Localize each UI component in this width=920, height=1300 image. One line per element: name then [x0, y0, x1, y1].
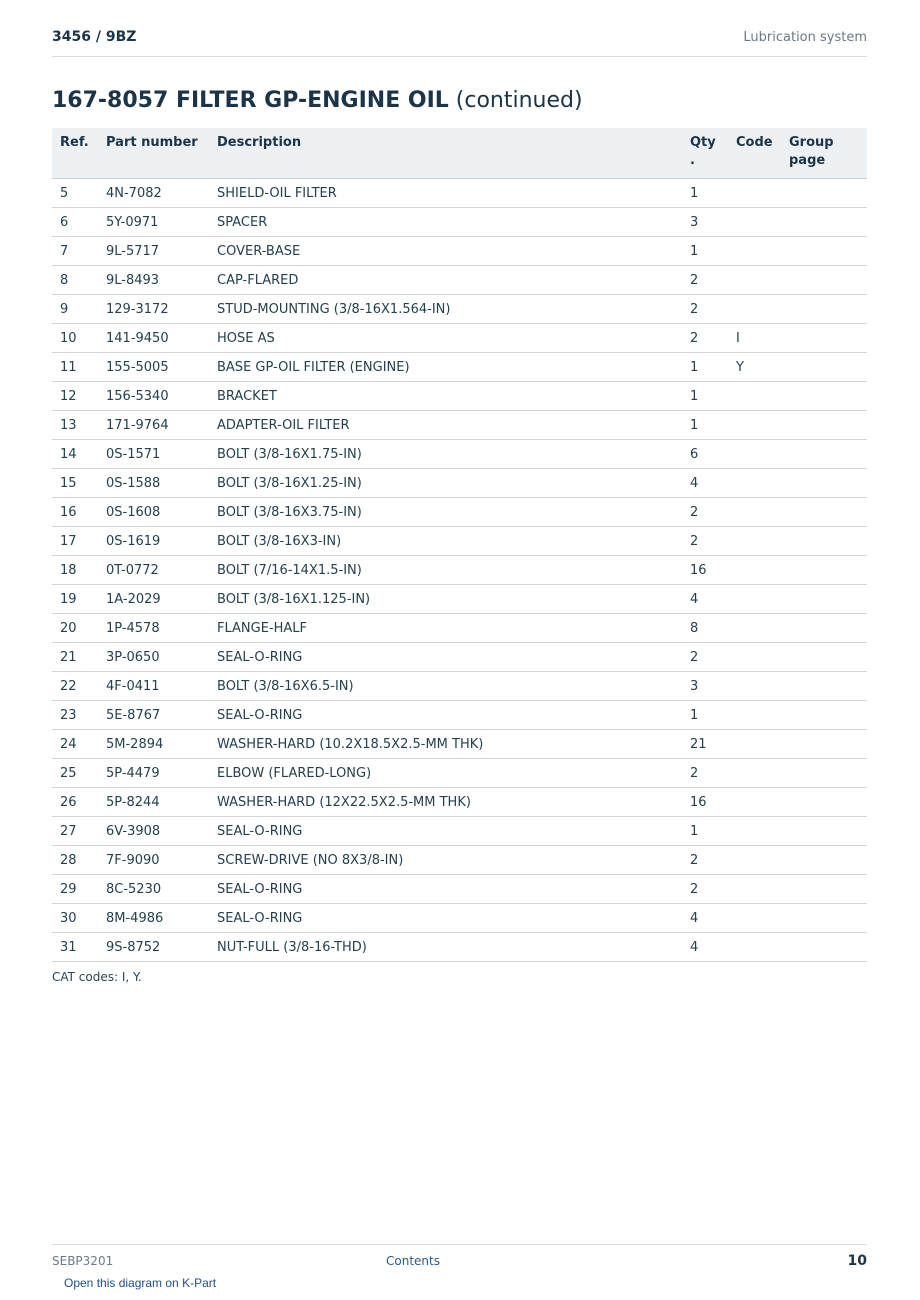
- table-row: [52, 440, 867, 469]
- cell-code: [728, 440, 781, 469]
- header-qty-line1: Qty: [690, 135, 716, 150]
- cell-part-number: 9S-8752: [98, 933, 209, 962]
- cell-group-page: [781, 237, 867, 266]
- cell-description: STUD-MOUNTING (3/8-16X1.564-IN): [209, 295, 682, 324]
- cell-qty: 2: [682, 759, 728, 788]
- cell-description: SHIELD-OIL FILTER: [209, 179, 682, 208]
- cell-code: [728, 411, 781, 440]
- cell-part-number: 9L-5717: [98, 237, 209, 266]
- cell-description: BRACKET: [209, 382, 682, 411]
- cell-qty: 2: [682, 846, 728, 875]
- cell-group-page: [781, 382, 867, 411]
- cell-part-number: 0S-1608: [98, 498, 209, 527]
- table-row: [52, 469, 867, 498]
- cell-qty: 1: [682, 701, 728, 730]
- cell-part-number: 141-9450: [98, 324, 209, 353]
- cell-qty: 1: [682, 411, 728, 440]
- cell-description: HOSE AS: [209, 324, 682, 353]
- cell-qty: 4: [682, 469, 728, 498]
- cell-code: [728, 933, 781, 962]
- cell-code: [728, 237, 781, 266]
- table-row: [52, 933, 867, 962]
- cell-qty: 16: [682, 788, 728, 817]
- table-row: [52, 237, 867, 266]
- cell-part-number: 6V-3908: [98, 817, 209, 846]
- cell-qty: 21: [682, 730, 728, 759]
- cell-code: I: [728, 324, 781, 353]
- cell-group-page: [781, 440, 867, 469]
- cell-group-page: [781, 556, 867, 585]
- cell-qty: 3: [682, 208, 728, 237]
- cell-description: NUT-FULL (3/8-16-THD): [209, 933, 682, 962]
- cell-part-number: 5E-8767: [98, 701, 209, 730]
- cell-part-number: 0T-0772: [98, 556, 209, 585]
- table-row: [52, 527, 867, 556]
- table-row: [52, 266, 867, 295]
- cell-ref: 8: [52, 266, 98, 295]
- cell-code: [728, 585, 781, 614]
- table-row: [52, 179, 867, 208]
- cell-code: [728, 179, 781, 208]
- cell-group-page: [781, 411, 867, 440]
- cell-code: [728, 817, 781, 846]
- machine-model: 3456 / 9BZ: [52, 29, 137, 45]
- page-header: [52, 26, 867, 57]
- table-row: [52, 208, 867, 237]
- cell-code: [728, 701, 781, 730]
- page-footer: [52, 1244, 867, 1275]
- cell-qty: 2: [682, 527, 728, 556]
- cell-ref: 14: [52, 440, 98, 469]
- cell-part-number: 9L-8493: [98, 266, 209, 295]
- cell-description: CAP-FLARED: [209, 266, 682, 295]
- cell-code: [728, 730, 781, 759]
- header-qty-line2: .: [690, 153, 695, 168]
- cell-group-page: [781, 179, 867, 208]
- cell-description: BOLT (3/8-16X1.125-IN): [209, 585, 682, 614]
- cell-qty: 16: [682, 556, 728, 585]
- cell-ref: 12: [52, 382, 98, 411]
- cell-group-page: [781, 846, 867, 875]
- cell-ref: 18: [52, 556, 98, 585]
- cell-description: ADAPTER-OIL FILTER: [209, 411, 682, 440]
- cell-qty: 3: [682, 672, 728, 701]
- cell-qty: 2: [682, 266, 728, 295]
- header-group-line2: page: [789, 153, 826, 168]
- table-row: [52, 904, 867, 933]
- cell-group-page: [781, 701, 867, 730]
- cell-ref: 19: [52, 585, 98, 614]
- cell-description: FLANGE-HALF: [209, 614, 682, 643]
- cell-ref: 6: [52, 208, 98, 237]
- cell-code: [728, 788, 781, 817]
- table-header-row: [52, 128, 867, 179]
- cell-qty: 2: [682, 875, 728, 904]
- table-row: [52, 875, 867, 904]
- cell-group-page: [781, 788, 867, 817]
- cell-qty: 8: [682, 614, 728, 643]
- cell-part-number: 5P-4479: [98, 759, 209, 788]
- cell-description: SEAL-O-RING: [209, 904, 682, 933]
- cell-part-number: 171-9764: [98, 411, 209, 440]
- cell-code: [728, 875, 781, 904]
- cell-group-page: [781, 643, 867, 672]
- table-row: [52, 295, 867, 324]
- table-row: [52, 759, 867, 788]
- document-id: SEBP3201: [52, 1254, 114, 1268]
- cell-part-number: 8M-4986: [98, 904, 209, 933]
- cell-ref: 9: [52, 295, 98, 324]
- cell-description: BASE GP-OIL FILTER (ENGINE): [209, 353, 682, 382]
- cell-ref: 23: [52, 701, 98, 730]
- cell-group-page: [781, 672, 867, 701]
- cell-qty: 1: [682, 237, 728, 266]
- cell-code: [728, 266, 781, 295]
- table-row: [52, 382, 867, 411]
- cell-ref: 15: [52, 469, 98, 498]
- cell-ref: 28: [52, 846, 98, 875]
- cell-part-number: 4N-7082: [98, 179, 209, 208]
- cell-description: COVER-BASE: [209, 237, 682, 266]
- table-row: [52, 585, 867, 614]
- parts-table: [52, 128, 867, 962]
- cell-ref: 11: [52, 353, 98, 382]
- cell-description: SEAL-O-RING: [209, 701, 682, 730]
- cell-description: SEAL-O-RING: [209, 643, 682, 672]
- cell-group-page: [781, 585, 867, 614]
- cell-ref: 5: [52, 179, 98, 208]
- cell-description: BOLT (3/8-16X6.5-IN): [209, 672, 682, 701]
- cell-code: [728, 382, 781, 411]
- table-row: [52, 556, 867, 585]
- cell-part-number: 0S-1571: [98, 440, 209, 469]
- cell-ref: 10: [52, 324, 98, 353]
- cell-group-page: [781, 324, 867, 353]
- header-qty: [682, 128, 728, 179]
- cell-group-page: [781, 904, 867, 933]
- cell-ref: 27: [52, 817, 98, 846]
- page-title: [52, 88, 583, 113]
- cell-ref: 13: [52, 411, 98, 440]
- cell-ref: 24: [52, 730, 98, 759]
- cell-description: SEAL-O-RING: [209, 817, 682, 846]
- section-name: Lubrication system: [743, 30, 867, 45]
- cell-description: WASHER-HARD (10.2X18.5X2.5-MM THK): [209, 730, 682, 759]
- cell-code: [728, 208, 781, 237]
- cell-group-page: [781, 266, 867, 295]
- cell-code: Y: [728, 353, 781, 382]
- cell-group-page: [781, 469, 867, 498]
- cell-part-number: 155-5005: [98, 353, 209, 382]
- cell-ref: 17: [52, 527, 98, 556]
- cell-code: [728, 614, 781, 643]
- table-row: [52, 730, 867, 759]
- cell-part-number: 5Y-0971: [98, 208, 209, 237]
- cell-part-number: 8C-5230: [98, 875, 209, 904]
- cell-code: [728, 846, 781, 875]
- cell-qty: 1: [682, 382, 728, 411]
- cell-part-number: 156-5340: [98, 382, 209, 411]
- cell-part-number: 1P-4578: [98, 614, 209, 643]
- cell-code: [728, 469, 781, 498]
- cell-ref: 16: [52, 498, 98, 527]
- cell-ref: 20: [52, 614, 98, 643]
- cell-description: BOLT (7/16-14X1.5-IN): [209, 556, 682, 585]
- cell-group-page: [781, 353, 867, 382]
- cell-code: [728, 904, 781, 933]
- table-row: [52, 846, 867, 875]
- table-row: [52, 324, 867, 353]
- cell-qty: 2: [682, 498, 728, 527]
- cell-ref: 30: [52, 904, 98, 933]
- cell-code: [728, 295, 781, 324]
- cell-code: [728, 498, 781, 527]
- cell-code: [728, 759, 781, 788]
- cell-qty: 4: [682, 904, 728, 933]
- table-row: [52, 788, 867, 817]
- cell-group-page: [781, 759, 867, 788]
- cell-qty: 2: [682, 643, 728, 672]
- cell-qty: 6: [682, 440, 728, 469]
- parts-table-body: [52, 179, 867, 962]
- table-row: [52, 498, 867, 527]
- cell-group-page: [781, 817, 867, 846]
- cell-code: [728, 527, 781, 556]
- cell-part-number: 1A-2029: [98, 585, 209, 614]
- table-row: [52, 643, 867, 672]
- table-row: [52, 411, 867, 440]
- cell-qty: 4: [682, 585, 728, 614]
- cell-description: SPACER: [209, 208, 682, 237]
- cell-part-number: 0S-1619: [98, 527, 209, 556]
- cell-description: BOLT (3/8-16X1.75-IN): [209, 440, 682, 469]
- cell-description: ELBOW (FLARED-LONG): [209, 759, 682, 788]
- cell-ref: 31: [52, 933, 98, 962]
- cell-group-page: [781, 614, 867, 643]
- cell-group-page: [781, 295, 867, 324]
- cell-ref: 22: [52, 672, 98, 701]
- cell-qty: 1: [682, 353, 728, 382]
- table-row: [52, 701, 867, 730]
- cell-qty: 2: [682, 324, 728, 353]
- table-row: [52, 353, 867, 382]
- cell-ref: 29: [52, 875, 98, 904]
- cell-ref: 7: [52, 237, 98, 266]
- header-group-line1: Group: [789, 135, 834, 150]
- cell-group-page: [781, 527, 867, 556]
- table-row: [52, 817, 867, 846]
- cell-description: BOLT (3/8-16X3-IN): [209, 527, 682, 556]
- cell-code: [728, 672, 781, 701]
- cell-group-page: [781, 208, 867, 237]
- cell-ref: 21: [52, 643, 98, 672]
- table-row: [52, 672, 867, 701]
- header-code: Code: [728, 128, 781, 179]
- cell-qty: 2: [682, 295, 728, 324]
- cell-part-number: 4F-0411: [98, 672, 209, 701]
- header-ref: Ref.: [52, 128, 98, 179]
- cell-description: SCREW-DRIVE (NO 8X3/8-IN): [209, 846, 682, 875]
- title-continued: (continued): [448, 88, 583, 113]
- contents-link[interactable]: Contents: [386, 1254, 440, 1268]
- cell-code: [728, 643, 781, 672]
- cell-part-number: 3P-0650: [98, 643, 209, 672]
- cell-qty: 4: [682, 933, 728, 962]
- kpart-diagram-link[interactable]: Open this diagram on K-Part: [64, 1276, 217, 1290]
- cell-qty: 1: [682, 817, 728, 846]
- cell-group-page: [781, 498, 867, 527]
- cell-description: BOLT (3/8-16X3.75-IN): [209, 498, 682, 527]
- cell-part-number: 129-3172: [98, 295, 209, 324]
- title-part-name: 167-8057 FILTER GP-ENGINE OIL: [52, 88, 449, 113]
- cell-group-page: [781, 933, 867, 962]
- cell-description: WASHER-HARD (12X22.5X2.5-MM THK): [209, 788, 682, 817]
- cell-part-number: 7F-9090: [98, 846, 209, 875]
- cell-code: [728, 556, 781, 585]
- table-row: [52, 614, 867, 643]
- page-number: 10: [847, 1253, 867, 1269]
- cell-group-page: [781, 730, 867, 759]
- header-description: Description: [209, 128, 682, 179]
- cell-description: BOLT (3/8-16X1.25-IN): [209, 469, 682, 498]
- cell-part-number: 5M-2894: [98, 730, 209, 759]
- cell-description: SEAL-O-RING: [209, 875, 682, 904]
- cell-part-number: 5P-8244: [98, 788, 209, 817]
- cell-ref: 26: [52, 788, 98, 817]
- header-group-page: [781, 128, 867, 179]
- cell-part-number: 0S-1588: [98, 469, 209, 498]
- cell-qty: 1: [682, 179, 728, 208]
- cell-group-page: [781, 875, 867, 904]
- header-part-number: Part number: [98, 128, 209, 179]
- cat-codes-note: CAT codes: I, Y.: [52, 970, 142, 984]
- cell-ref: 25: [52, 759, 98, 788]
